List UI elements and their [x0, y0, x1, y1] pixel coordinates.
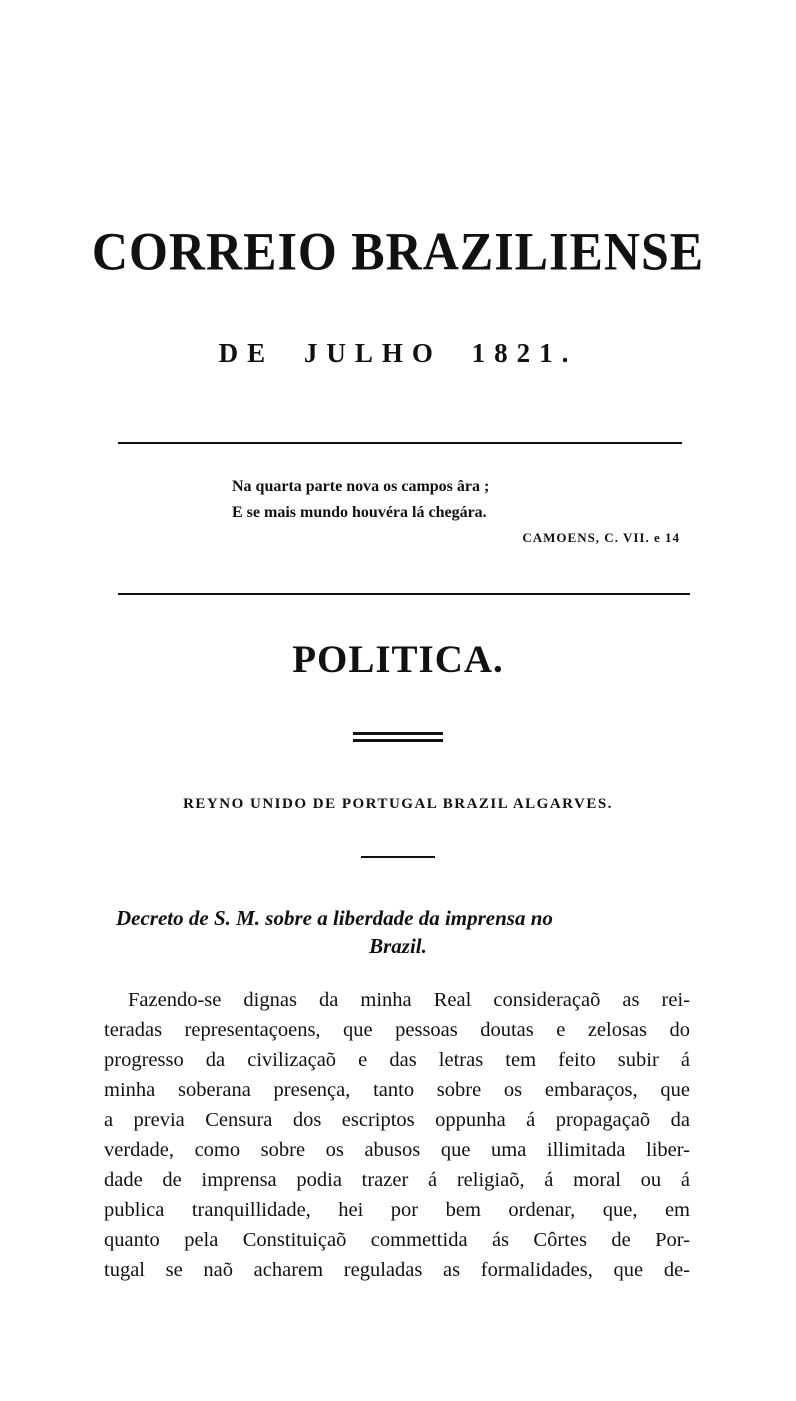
body-line-4: minha soberana presença, tanto sobre os embaraços, que — [104, 1079, 690, 1101]
body-line-10: tugal se naõ acharem reguladas as formalidades, que de- — [104, 1259, 690, 1281]
body-line-7: dade de imprensa podia trazer á religiaõ, á moral ou á — [104, 1169, 690, 1191]
double-rule-bottom — [353, 739, 443, 742]
section-subtitle: REYNO UNIDO DE PORTUGAL BRAZIL ALGARVES. — [183, 796, 613, 812]
epigraph-citation: CAMOENS, C. VII. e 14 — [522, 530, 680, 545]
body-line-9: quanto pela Constituiçaõ commettida ás Côrtes de Por- — [104, 1229, 690, 1251]
top-divider-rule — [118, 442, 682, 444]
issue-date: DE JULHO 1821. — [218, 338, 578, 368]
body-line-6: verdade, como sobre os abusos que uma illimitada liber- — [104, 1139, 690, 1161]
epigraph-divider-rule — [118, 593, 690, 595]
body-line-2: teradas representaçoens, que pessoas doutas e zelosas do — [104, 1019, 690, 1041]
short-divider-rule — [361, 856, 435, 858]
body-line-8: publica tranquillidade, hei por bem ordenar, que, em — [104, 1199, 690, 1221]
masthead-title: CORREIO BRAZILIENSE — [91, 220, 705, 282]
article-title-line-1: Decreto de S. M. sobre a liberdade da imprensa no — [116, 906, 553, 930]
section-title: POLITICA. — [292, 638, 504, 681]
body-line-5: a previa Censura dos escriptos oppunha á propagaçaõ da — [104, 1109, 690, 1131]
body-line-3: progresso da civilizaçaõ e das letras tem feito subir á — [104, 1049, 690, 1071]
epigraph-line-1: Na quarta parte nova os campos âra ; — [232, 478, 490, 495]
article-title-line-2: Brazil. — [369, 934, 427, 958]
body-line-1: Fazendo-se dignas da minha Real consideraçaõ as rei- — [128, 989, 690, 1011]
epigraph-line-2: E se mais mundo houvéra lá chegára. — [232, 504, 487, 521]
double-rule-top — [353, 732, 443, 735]
